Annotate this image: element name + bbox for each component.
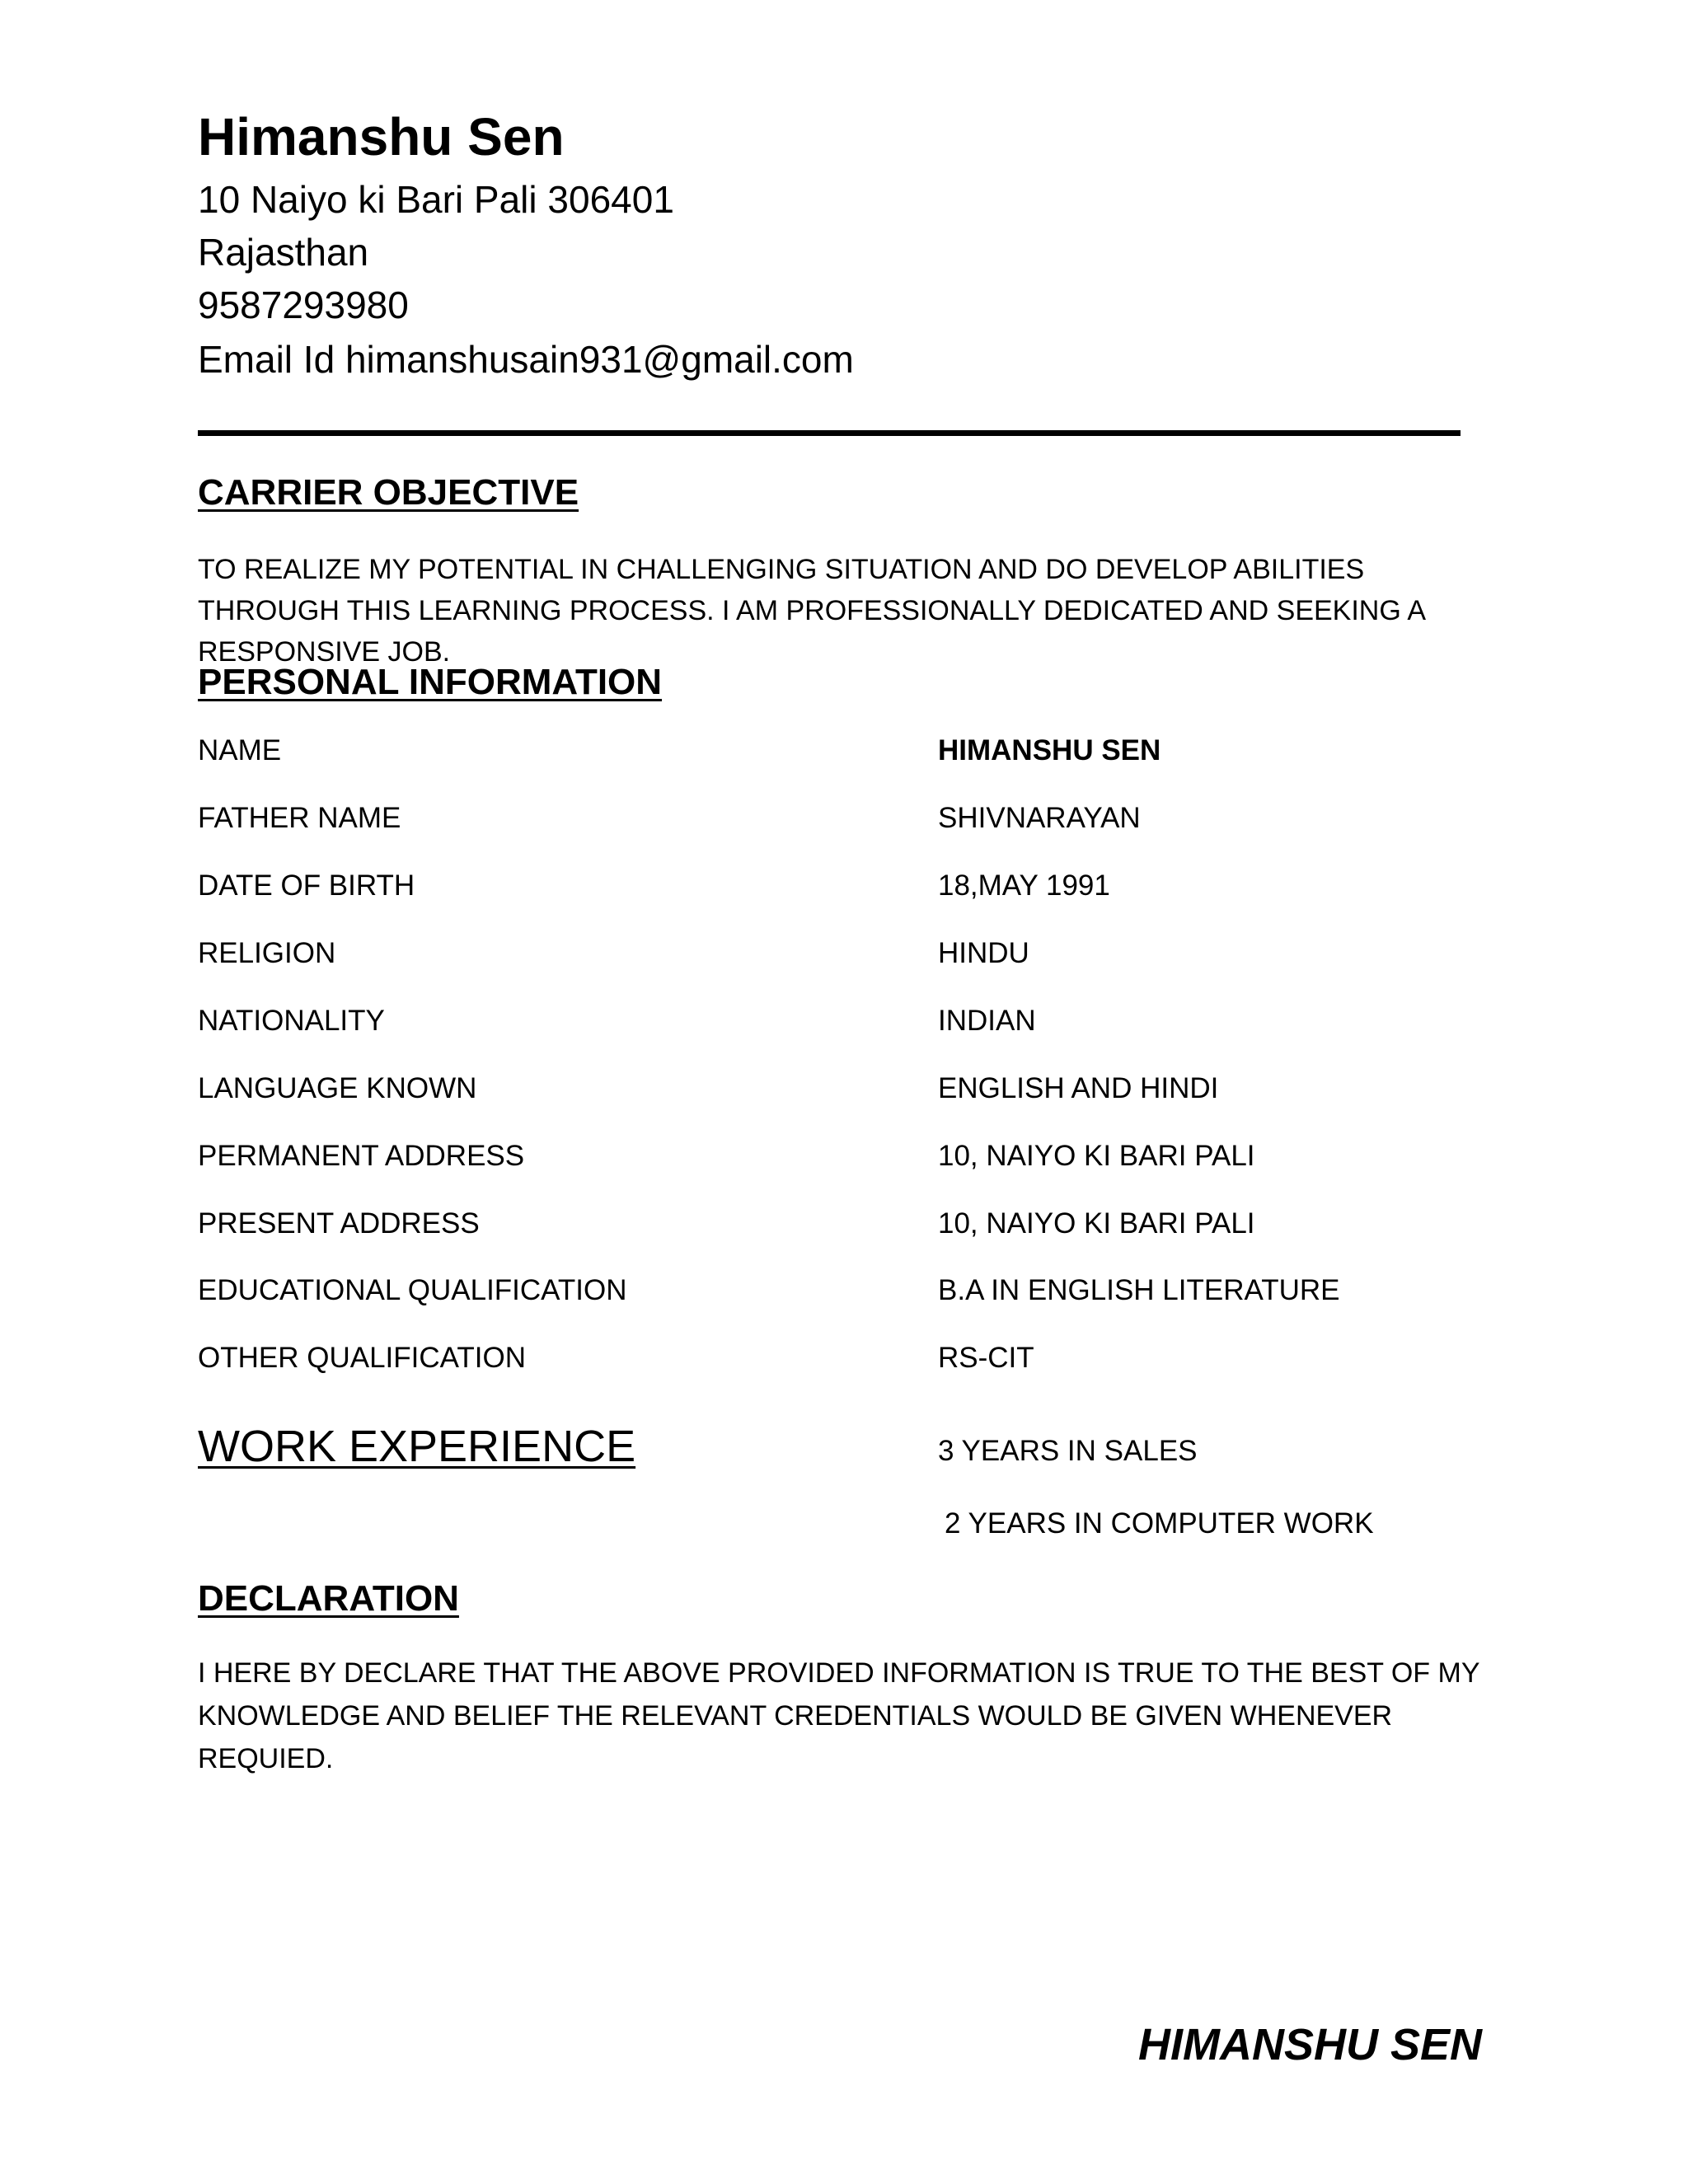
info-value: HIMANSHU SEN <box>938 734 1161 766</box>
info-value: INDIAN <box>938 1005 1036 1037</box>
work-experience-item: 3 YEARS IN SALES <box>938 1435 1198 1467</box>
info-row-date-of-birth <box>198 865 1484 907</box>
objective-text: TO REALIZE MY POTENTIAL IN CHALLENGING SITUATION AND DO DEVELOP ABILITIES THROUGH THIS LEARNING PROCESS. I AM PROFESSIONALLY DEDICATED AND SEEKING A RESPONSIVE JOB. <box>198 554 1425 668</box>
info-row-religion <box>198 933 1484 974</box>
info-row-name <box>198 730 1484 771</box>
info-label: NATIONALITY <box>198 1005 385 1037</box>
info-row-other-qualification <box>198 1338 1484 1379</box>
info-value: 10, NAIYO KI BARI PALI <box>938 1140 1255 1172</box>
info-value: SHIVNARAYAN <box>938 802 1141 834</box>
work-experience-heading: WORK EXPERIENCE <box>198 1422 636 1471</box>
info-label: DATE OF BIRTH <box>198 869 415 902</box>
info-value: 10, NAIYO KI BARI PALI <box>938 1207 1255 1240</box>
header-divider <box>198 430 1461 436</box>
work-experience-item: 2 YEARS IN COMPUTER WORK <box>945 1507 1374 1540</box>
info-row-present-address <box>198 1203 1484 1244</box>
objective-heading: CARRIER OBJECTIVE <box>198 472 579 513</box>
info-value: RS-CIT <box>938 1342 1034 1374</box>
info-value: HINDU <box>938 937 1029 969</box>
info-label: EDUCATIONAL QUALIFICATION <box>198 1274 627 1306</box>
email-address: Email Id himanshusain931@gmail.com <box>198 338 854 381</box>
declaration-text: I HERE BY DECLARE THAT THE ABOVE PROVIDED INFORMATION IS TRUE TO THE BEST OF MY KNOWLEDGE AND BELIEF THE RELEVANT CREDENTIALS WOULD BE GIVEN WHENEVER REQUIED. <box>198 1657 1479 1774</box>
info-row-language-known <box>198 1068 1484 1109</box>
info-label: PRESENT ADDRESS <box>198 1207 480 1240</box>
info-value: ENGLISH AND HINDI <box>938 1072 1219 1104</box>
info-label: OTHER QUALIFICATION <box>198 1342 526 1374</box>
info-row-permanent-address <box>198 1136 1484 1177</box>
info-label: NAME <box>198 734 282 766</box>
signature-name: HIMANSHU SEN <box>1137 2020 1482 2069</box>
info-row-educational-qualification <box>198 1270 1484 1311</box>
info-label: RELIGION <box>198 937 336 969</box>
info-value: 18,MAY 1991 <box>938 869 1110 902</box>
info-value: B.A IN ENGLISH LITERATURE <box>938 1274 1340 1306</box>
address-line-1: 10 Naiyo ki Bari Pali 306401 <box>198 178 674 221</box>
candidate-name: Himanshu Sen <box>198 107 565 166</box>
phone-number: 9587293980 <box>198 284 409 326</box>
info-label: FATHER NAME <box>198 802 401 834</box>
info-label: PERMANENT ADDRESS <box>198 1140 525 1172</box>
declaration-heading: DECLARATION <box>198 1578 459 1619</box>
personal-info-heading: PERSONAL INFORMATION <box>198 662 663 702</box>
info-label: LANGUAGE KNOWN <box>198 1072 477 1104</box>
info-row-father-name <box>198 798 1484 839</box>
info-row-nationality <box>198 1001 1484 1042</box>
address-line-2: Rajasthan <box>198 231 369 274</box>
